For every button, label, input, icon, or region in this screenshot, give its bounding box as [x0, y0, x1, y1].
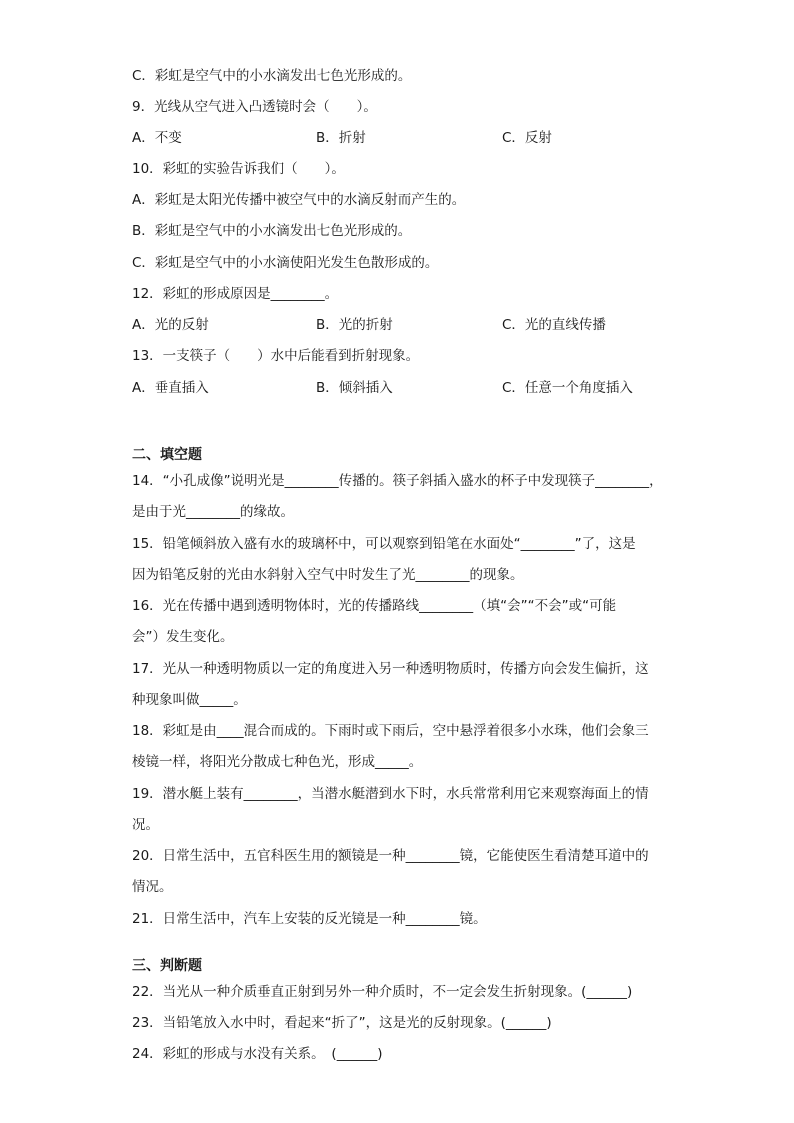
- section-true-false: 三、判断题: [132, 958, 202, 974]
- q9-option-b: B．折射: [316, 130, 366, 146]
- q16-line-1: 16．光在传播中遇到透明物体时，光的传播路线________（填“会”“不会”或“可能: [132, 598, 617, 614]
- q23-line: 23．当铅笔放入水中时，看起来“折了”，这是光的反射现象。(______): [132, 1015, 552, 1031]
- q15-line-1: 15．铅笔倾斜放入盛有水的玻璃杯中，可以观察到铅笔在水面处“________”了，这是: [132, 536, 636, 552]
- q19-line-1: 19．潜水艇上装有________，当潜水艇潜到水下时，水兵常常利用它来观察海面上的情: [132, 786, 649, 802]
- q13-stem: 13．一支筷子（ ）水中后能看到折射现象。: [132, 348, 420, 364]
- q22-line: 22．当光从一种介质垂直正射到另外一种介质时，不一定会发生折射现象。(______): [132, 984, 633, 1000]
- q14-line-1: 14．“小孔成像”说明光是________传播的。筷子斜插入盛水的杯子中发现筷子________，: [132, 473, 663, 489]
- q12-option-a: A．光的反射: [132, 317, 209, 333]
- q15-line-2: 因为铅笔反射的光由水斜射入空气中时发生了光________的现象。: [132, 567, 524, 583]
- q17-line-2: 种现象叫做_____。: [132, 692, 247, 708]
- q12-option-b: B．光的折射: [316, 317, 393, 333]
- q20-line-1: 20．日常生活中，五官科医生用的额镜是一种________镜，它能使医生看清楚耳道中的: [132, 848, 649, 864]
- q9-option-c: C．反射: [502, 130, 552, 146]
- q13-option-a: A．垂直插入: [132, 380, 209, 396]
- q9-stem: 9．光线从空气进入凸透镜时会（ ）。: [132, 99, 377, 115]
- section-fill-in: 二、填空题: [132, 447, 202, 463]
- q10-option-b: B．彩虹是空气中的小水滴发出七色光形成的。: [132, 223, 412, 239]
- q10-stem: 10．彩虹的实验告诉我们（ ）。: [132, 161, 345, 177]
- q13-option-b: B．倾斜插入: [316, 380, 393, 396]
- q24-line: 24．彩虹的形成与水没有关系。 (______): [132, 1046, 383, 1062]
- q12-option-c: C．光的直线传播: [502, 317, 606, 333]
- q21-line-1: 21．日常生活中，汽车上安装的反光镜是一种________镜。: [132, 911, 487, 927]
- q20-line-2: 情况。: [132, 879, 173, 895]
- q10-option-c: C．彩虹是空气中的小水滴使阳光发生色散形成的。: [132, 255, 439, 271]
- q13-option-c: C．任意一个角度插入: [502, 380, 633, 396]
- q9-option-a: A．不变: [132, 130, 182, 146]
- q14-line-2: 是由于光________的缘故。: [132, 504, 294, 520]
- q18-line-2: 棱镜一样，将阳光分散成七种色光，形成_____。: [132, 754, 423, 770]
- q10-option-a: A．彩虹是太阳光传播中被空气中的水滴反射而产生的。: [132, 192, 466, 208]
- q17-line-1: 17．光从一种透明物质以一定的角度进入另一种透明物质时，传播方向会发生偏折，这: [132, 661, 649, 677]
- q12-stem: 12．彩虹的形成原因是________。: [132, 286, 339, 302]
- q8-option-c: C．彩虹是空气中的小水滴发出七色光形成的。: [132, 68, 412, 84]
- q18-line-1: 18．彩虹是由____混合而成的。下雨时或下雨后，空中悬浮着很多小水珠，他们会象三: [132, 723, 649, 739]
- q16-line-2: 会”）发生变化。: [132, 629, 234, 645]
- q19-line-2: 况。: [132, 817, 159, 833]
